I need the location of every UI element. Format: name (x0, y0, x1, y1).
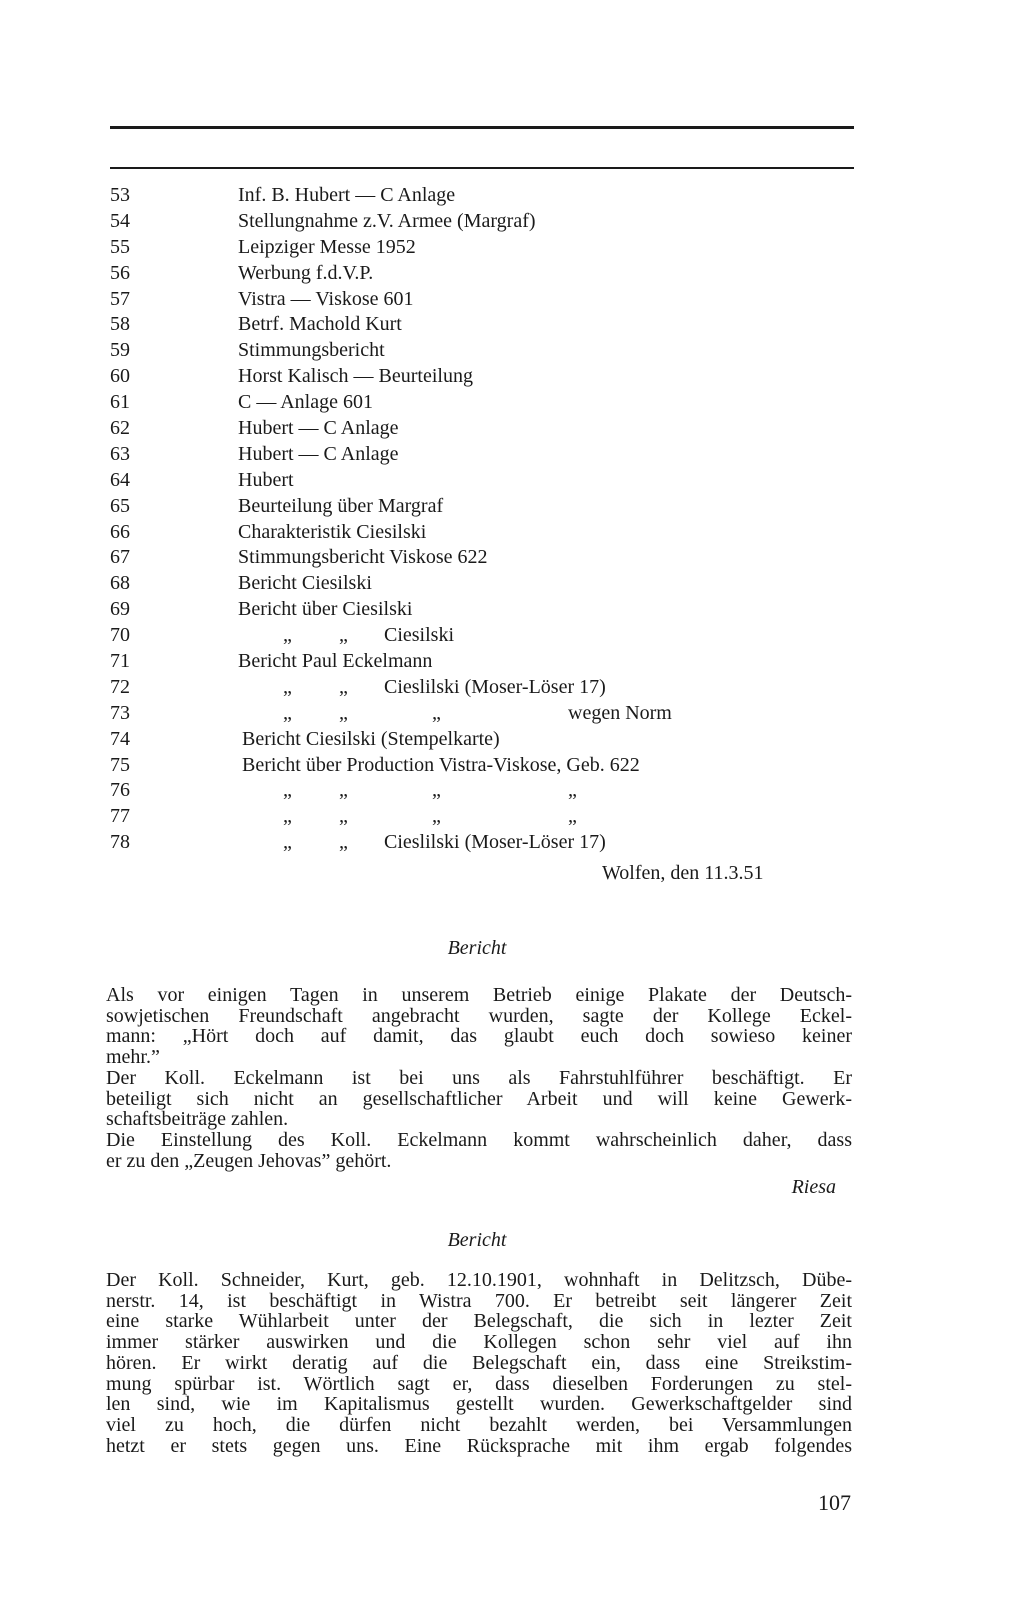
index-entry: Cieslilski (Moser-Löser 17) (384, 831, 606, 854)
index-row (0, 494, 1024, 520)
report-1-line: sowjetischen Freundschaft angebracht wurden, sagte der Kollege Eckel- (106, 1004, 852, 1027)
index-number: 62 (110, 417, 130, 440)
index-entry: Horst Kalisch — Beurteilung (238, 365, 473, 388)
index-row (0, 545, 1024, 571)
index-entry: Stellungnahme z.V. Armee (Margraf) (238, 209, 536, 232)
index-row (0, 390, 1024, 416)
ditto-mark: „ (339, 701, 348, 724)
ditto-mark: „ (568, 805, 577, 828)
index-number: 65 (110, 494, 130, 517)
index-number: 58 (110, 313, 130, 336)
index-number: 56 (110, 261, 130, 284)
index-entry: Vistra — Viskose 601 (238, 287, 414, 310)
report-2-line: immer stärker auswirken und die Kollegen schon sehr viel auf ihn (106, 1331, 852, 1354)
index-row (0, 261, 1024, 287)
index-row (0, 468, 1024, 494)
index-number: 73 (110, 701, 130, 724)
report-2-line: viel zu hoch, die dürfen nicht bezahlt werden, bei Versammlungen (106, 1413, 852, 1436)
index-row (0, 804, 1024, 830)
report-2-line: hören. Er wirkt deratig auf die Belegschaft ein, dass eine Streikstim- (106, 1351, 852, 1374)
index-entry: Betrf. Machold Kurt (238, 313, 402, 336)
index-row (0, 701, 1024, 727)
index-number: 78 (110, 831, 130, 854)
ditto-mark: „ (339, 624, 348, 647)
report-1-line: Die Einstellung des Koll. Eckelmann kommt wahrscheinlich daher, dass (106, 1128, 852, 1151)
index-entry: C — Anlage 601 (238, 391, 373, 414)
index-entry: Hubert — C Anlage (238, 417, 399, 440)
ditto-mark: „ (339, 675, 348, 698)
report-2-line: nerstr. 14, ist beschäftigt in Wistra 700. Er betreibt seit längerer Zeit (106, 1289, 852, 1312)
index-row (0, 312, 1024, 338)
index-entry: Bericht über Ciesilski (238, 598, 413, 621)
index-row (0, 675, 1024, 701)
report-2-heading: Bericht (447, 1229, 507, 1251)
ditto-mark: „ (339, 805, 348, 828)
index-number: 67 (110, 546, 130, 569)
index-entry: Ciesilski (384, 624, 455, 647)
ditto-mark: „ (283, 779, 292, 802)
report-1-line: beteiligt sich nicht an gesellschaftlicher Arbeit und will keine Gewerk- (106, 1087, 852, 1110)
report-2-line: eine starke Wühlarbeit unter der Belegschaft, die sich in lezter Zeit (106, 1310, 852, 1333)
index-entry: Werbung f.d.V.P. (238, 261, 374, 284)
index-number: 54 (110, 209, 130, 232)
index-number: 71 (110, 650, 130, 673)
index-number: 68 (110, 572, 130, 595)
index-row (0, 649, 1024, 675)
index-entry: Hubert (238, 468, 294, 491)
index-number: 66 (110, 520, 130, 543)
ditto-mark: „ (432, 779, 441, 802)
index-row (0, 416, 1024, 442)
index-number: 74 (110, 727, 130, 750)
index-row (0, 235, 1024, 261)
report-1-line: Der Koll. Eckelmann ist bei uns als Fahrstuhlführer beschäftigt. Er (106, 1066, 852, 1089)
report-1-signature: Riesa (791, 1176, 836, 1198)
index-entry: Stimmungsbericht (238, 339, 385, 362)
index-entry: Hubert — C Anlage (238, 442, 399, 465)
report-2-line: len sind, wie im Kapitalismus gestellt wurden. Gewerkschaftgelder sind (106, 1393, 852, 1416)
top-rule (110, 126, 854, 129)
index-row (0, 727, 1024, 753)
index-entry: wegen Norm (568, 701, 672, 724)
ditto-mark: „ (283, 831, 292, 854)
index-number: 77 (110, 805, 130, 828)
index-row (0, 520, 1024, 546)
ditto-mark: „ (432, 701, 441, 724)
index-number: 55 (110, 235, 130, 258)
index-row (0, 338, 1024, 364)
index-number: 63 (110, 442, 130, 465)
index-row (0, 183, 1024, 209)
dateline: Wolfen, den 11.3.51 (602, 862, 764, 884)
index-row (0, 442, 1024, 468)
document-index-list (0, 183, 1024, 856)
ditto-mark: „ (568, 779, 577, 802)
index-number: 76 (110, 779, 130, 802)
report-1-heading: Bericht (447, 937, 507, 959)
second-rule (110, 167, 854, 169)
report-1-line: mehr.” (106, 1046, 160, 1069)
report-1-line: er zu den „Zeugen Jehovas” gehört. (106, 1149, 392, 1172)
index-row (0, 571, 1024, 597)
index-row (0, 830, 1024, 856)
index-number: 53 (110, 184, 130, 206)
report-2-body (106, 1270, 852, 1456)
index-row (0, 623, 1024, 649)
page-number: 107 (818, 1490, 851, 1515)
index-row (0, 364, 1024, 390)
index-number: 70 (110, 624, 130, 647)
ditto-mark: „ (339, 779, 348, 802)
ditto-mark: „ (283, 701, 292, 724)
ditto-mark: „ (432, 805, 441, 828)
ditto-mark: „ (283, 675, 292, 698)
index-row (0, 597, 1024, 623)
index-number: 60 (110, 365, 130, 388)
report-1-body (106, 985, 852, 1171)
report-2-line: hetzt er stets gegen uns. Eine Rücksprache mit ihm ergab folgendes (106, 1434, 852, 1457)
index-entry: Cieslilski (Moser-Löser 17) (384, 675, 606, 698)
index-entry: Bericht Ciesilski (238, 572, 372, 595)
index-entry: Bericht über Production Vistra-Viskose, Geb. 622 (242, 753, 640, 776)
index-number: 61 (110, 391, 130, 414)
index-row (0, 778, 1024, 804)
ditto-mark: „ (283, 805, 292, 828)
report-1-line: mann: „Hört doch auf damit, das glaubt euch doch sowieso keiner (106, 1025, 852, 1048)
index-entry: Inf. B. Hubert — C Anlage (238, 184, 456, 206)
report-2-line: mung spürbar ist. Wörtlich sagt er, dass dieselben Forderungen zu stel- (106, 1372, 852, 1395)
index-entry: Bericht Paul Eckelmann (238, 650, 433, 673)
index-entry: Bericht Ciesilski (Stempelkarte) (242, 727, 500, 750)
index-row (0, 209, 1024, 235)
ditto-mark: „ (339, 831, 348, 854)
index-number: 59 (110, 339, 130, 362)
index-row (0, 753, 1024, 779)
index-entry: Beurteilung über Margraf (238, 494, 444, 517)
index-number: 64 (110, 468, 130, 491)
index-number: 57 (110, 287, 130, 310)
report-1-line: schaftsbeiträge zahlen. (106, 1108, 289, 1131)
index-row (0, 287, 1024, 313)
index-number: 75 (110, 753, 130, 776)
index-number: 72 (110, 675, 130, 698)
ditto-mark: „ (283, 624, 292, 647)
index-entry: Leipziger Messe 1952 (238, 235, 416, 258)
report-1-line: Als vor einigen Tagen in unserem Betrieb einige Plakate der Deutsch- (106, 984, 852, 1006)
index-number: 69 (110, 598, 130, 621)
index-entry: Stimmungsbericht Viskose 622 (238, 546, 488, 569)
index-entry: Charakteristik Ciesilski (238, 520, 427, 543)
report-2-line: Der Koll. Schneider, Kurt, geb. 12.10.1901, wohnhaft in Delitzsch, Dübe- (106, 1269, 852, 1291)
